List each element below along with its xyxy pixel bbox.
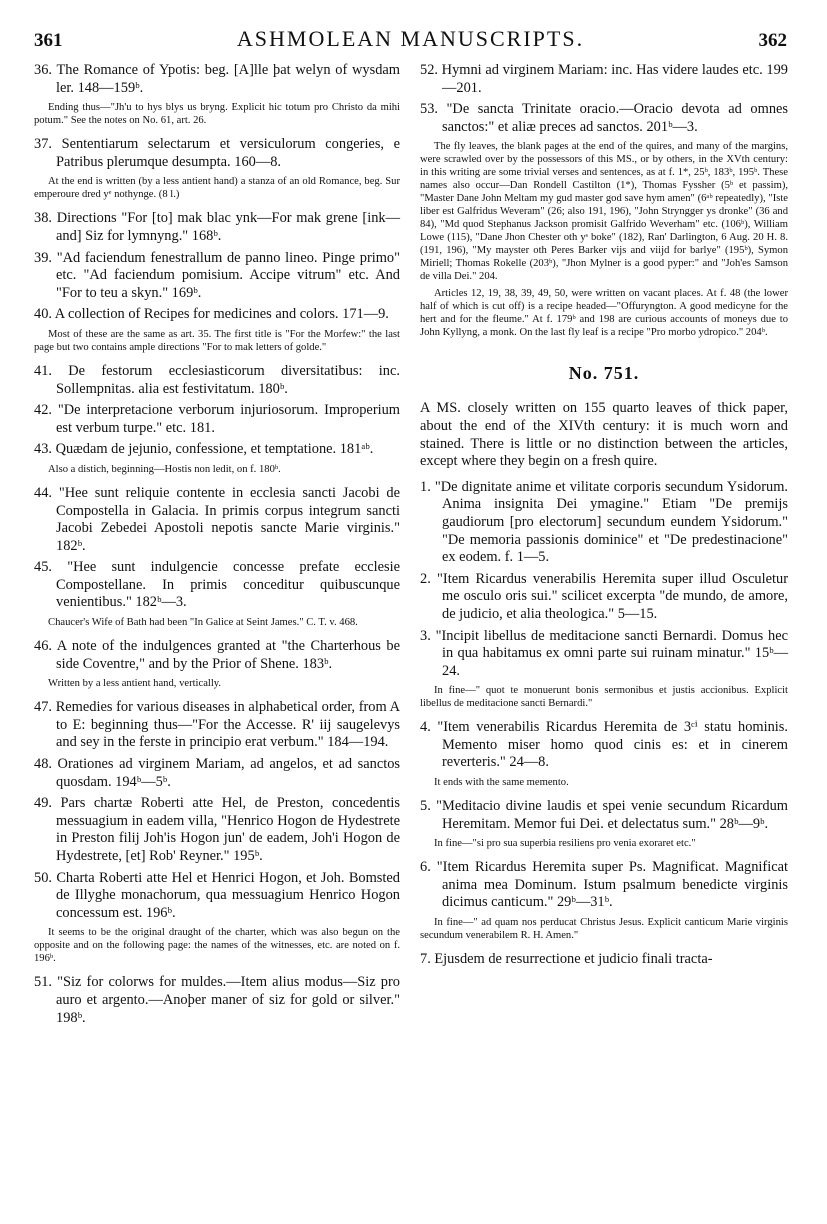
catalogue-entry: 47. Remedies for various diseases in alphabetical order, from A to E: beginning thus—"For the Accesse. R' iij saugelevys and sey in the ferste in principio erat verbum." 184—194.: [34, 699, 400, 751]
entry-note: At the end is written (by a less antient hand) a stanza of an old Romance, beg. Sur emperoure dred yᵉ nothynge. (8 l.): [34, 176, 400, 201]
catalogue-entry: 50. Charta Roberti atte Hel et Henrici Hogon, et Joh. Bomsted de Illyghe monachorum, qua messuagium Henrico Hogon concessum est. 196ᵇ.: [34, 869, 400, 921]
catalogue-entry: 49. Pars chartæ Roberti atte Hel, de Preston, concedentis messuagium in eadem villa, "Henrico Hogon de Hydestrete in Preston filij Joh'is Hogon jun' de eadem, Joh'i Hogon de Hydestrete, [et] Rob' Reyner." 195ᵇ.: [34, 795, 400, 864]
entry-note: Most of these are the same as art. 35. The first title is "For the Morfew:" the last page but two contains ample directions "For to mak letters of golde.": [34, 328, 400, 353]
entry-note: In fine—" quot te monuerunt bonis sermonibus et justis accionibus. Explicit libellus de meditacione sancti Bernardi.": [420, 685, 788, 710]
section-heading: No. 751.: [568, 363, 640, 384]
entry-note: Chaucer's Wife of Bath had been "In Galice at Seint James." C. T. v. 468.: [48, 617, 358, 629]
catalogue-entry: 37. Sententiarum selectarum et versiculorum congeries, e Patribus plerumque desumpta. 160—8.: [34, 136, 400, 170]
running-title: ASHMOLEAN MANUSCRIPTS.: [236, 26, 585, 51]
catalogue-entry: 44. "Hee sunt reliquie contente in ecclesia sancti Jacobi de Compostella in Galacia. In primis corpus integrum sancti Jacobi Zebedei Apostoli nepotis sancte Marie virginis." 182ᵇ.: [34, 484, 400, 554]
note-paragraph: Articles 12, 19, 38, 39, 49, 50, were written on vacant places. At f. 48 (the lower half of which is cut off) is a recipe headed—"Offuryngton. A good medicyne for the hert and for the fleume." At f. 179ᵇ and 198 are curious accounts of moneys due to John Kyllyng, a monk. On the last fly leaf is a recipe "Pro morbo ydropico." 204ᵇ.: [420, 288, 788, 339]
entry-note: In fine—"si pro sua superbia resiliens pro venia exoraret etc.": [434, 838, 696, 850]
catalogue-entry: 3. "Incipit libellus de meditacione sancti Bernardi. Domus hec in qua habitamus ex omni parte sui ruinam minatur." 15ᵇ—24.: [420, 627, 788, 679]
running-header: [34, 26, 787, 56]
catalogue-entry: 6. "Item Ricardus Heremita super Ps. Magnificat. Magnificat anima mea Dominum. Istum psalmum benedicte virginis dicimus canticum." 29ᵇ—31ᵇ.: [420, 859, 788, 911]
catalogue-entry: 2. "Item Ricardus venerabilis Heremita super illud Osculetur me osculo oris sui." scilicet excerpta "de mundo, de amore, de judicio, et alia theologica." 5—15.: [420, 570, 788, 622]
right-column: [420, 62, 788, 973]
catalogue-entry: 36. The Romance of Ypotis: beg. [A]lle þat welyn of wysdam ler. 148—159ᵇ.: [34, 62, 400, 96]
note-paragraph: The fly leaves, the blank pages at the end of the quires, and many of the margins, were scrawled over by the possessors of this MS., or by others, in the XVth century: in this writing are some trivial verses and sentences, as at f. 1*, 25ᵇ, 183ᵇ, 195ᵇ. These names also occur—Dan Rondell Castilton (1*), Thomas Fyssher (5ᵇ et passim), "Master Dane John Meltam my gud master god save hym amen" (6ᵃᵇ repeatedly), "Iste liber est Galfridus Weveram" (26; also 191, 196), "John Stryngger ys dronke" (36 and 84), "Md quod Stephanus Jackson promisit Galfrido Weverham" etc. (106ᵇ), William Lowe (115), "Dane Jhon Chester oth yˢ boke" (182), Ran' Darlington, 6 Aug. 20 H. 8. (191, 196), "My mayster oth Peres Barker vijs and viijd for barlye" (195ᵇ), Symon Miriell; Thomas Rokelle (203ᵇ), "Jhon Mylner is a good pyper:" and "Joh'es Samson de villa Dei." 204.: [420, 141, 788, 283]
entry-note: Written by a less antient hand, vertically.: [48, 678, 222, 690]
page-number-left: 361: [34, 30, 63, 51]
entry-note: In fine—" ad quam nos perducat Christus Jesus. Explicit canticum Marie virginis secundum venerabilem R. H. Amen.": [420, 917, 788, 942]
catalogue-entry: 40. A collection of Recipes for medicines and colors. 171—9.: [34, 306, 389, 323]
entry-note: Ending thus—"Jh'u to hys blys us bryng. Explicit hic totum pro Christo da mihi potum." See the notes on No. 61, art. 26.: [34, 102, 400, 127]
entry-note: Also a distich, beginning—Hostis non ledit, on f. 180ᵇ.: [48, 463, 281, 475]
catalogue-entry: 52. Hymni ad virginem Mariam: inc. Has videre laudes etc. 199—201.: [420, 62, 788, 96]
catalogue-entry: 46. A note of the indulgences granted at "the Charterhous be side Coventre," and by the Prior of Shene. 183ᵇ.: [34, 638, 400, 672]
catalogue-entry: 42. "De interpretacione verborum injuriosorum. Improperium est verbum turpe." etc. 181.: [34, 402, 400, 436]
catalogue-entry: 39. "Ad faciendum fenestrallum de panno lineo. Pinge primo" etc. "Ad faciendum pomisium. Accipe vitrum" etc. And "For to teu a skyn." 169ᵇ.: [34, 249, 400, 301]
page-number-right: 362: [758, 30, 787, 51]
description-paragraph: A MS. closely written on 155 quarto leaves of thick paper, about the end of the XIVth century: it is much worn and stained. There is little or no distinction between the articles, except where they begin on a fresh quire.: [420, 400, 788, 470]
catalogue-entry: 45. "Hee sunt indulgencie concesse prefate ecclesie Compostellane. In primis conceditur quibuscunque venientibus." 182ᵇ—3.: [34, 559, 400, 611]
catalogue-entry: 4. "Item venerabilis Ricardus Heremita de 3ᶜⁱ statu hominis. Memento miser homo quod cinis es: et in cinerem reverteris." 24—8.: [420, 719, 788, 771]
catalogue-entry: 5. "Meditacio divine laudis et spei venie secundum Ricardum Heremitam. Memor fui Dei. et delectatus sum." 28ᵇ—9ᵇ.: [420, 798, 788, 832]
left-column: [34, 62, 400, 1031]
catalogue-entry: 53. "De sancta Trinitate oracio.—Oracio devota ad omnes sanctos:" et aliæ preces ad sanctos. 201ᵇ—3.: [420, 101, 788, 135]
catalogue-entry: 48. Orationes ad virginem Mariam, ad angelos, et ad sanctos quosdam. 194ᵇ—5ᵇ.: [34, 756, 400, 790]
catalogue-entry: 7. Ejusdem de resurrectione et judicio finali tracta-: [420, 951, 713, 968]
catalogue-entry: 43. Quædam de jejunio, confessione, et temptatione. 181ᵃᵇ.: [34, 441, 374, 458]
catalogue-entry: 1. "De dignitate anime et vilitate corporis secundum Ysidorum. Anima insignita Dei ymagine." Etiam "De premijs gaudiorum [pro electorum] secundum eundem Ysidorum." "De memoria passionis dominice" et "De predestinacione" ex eodem. f. 1—5.: [420, 478, 788, 566]
catalogue-entry: 38. Directions "For [to] mak blac ynk—For mak grene [ink—and] Siz for lymnyng." 168ᵇ.: [34, 210, 400, 244]
entry-note: It seems to be the original draught of the charter, which was also begun on the opposite and on the following page: the names of the witnesses, etc. are noted on f. 196ᵇ.: [34, 927, 400, 965]
catalogue-entry: 51. "Siz for colorws for muldes.—Item alius modus—Siz pro auro et argento.—Anoþer maner of siz for gold or silver." 198ᵇ.: [34, 974, 400, 1026]
entry-note: It ends with the same memento.: [434, 777, 569, 789]
catalogue-entry: 41. De festorum ecclesiasticorum diversitatibus: inc. Sollempnitas. alia est festivitatum. 180ᵇ.: [34, 362, 400, 397]
